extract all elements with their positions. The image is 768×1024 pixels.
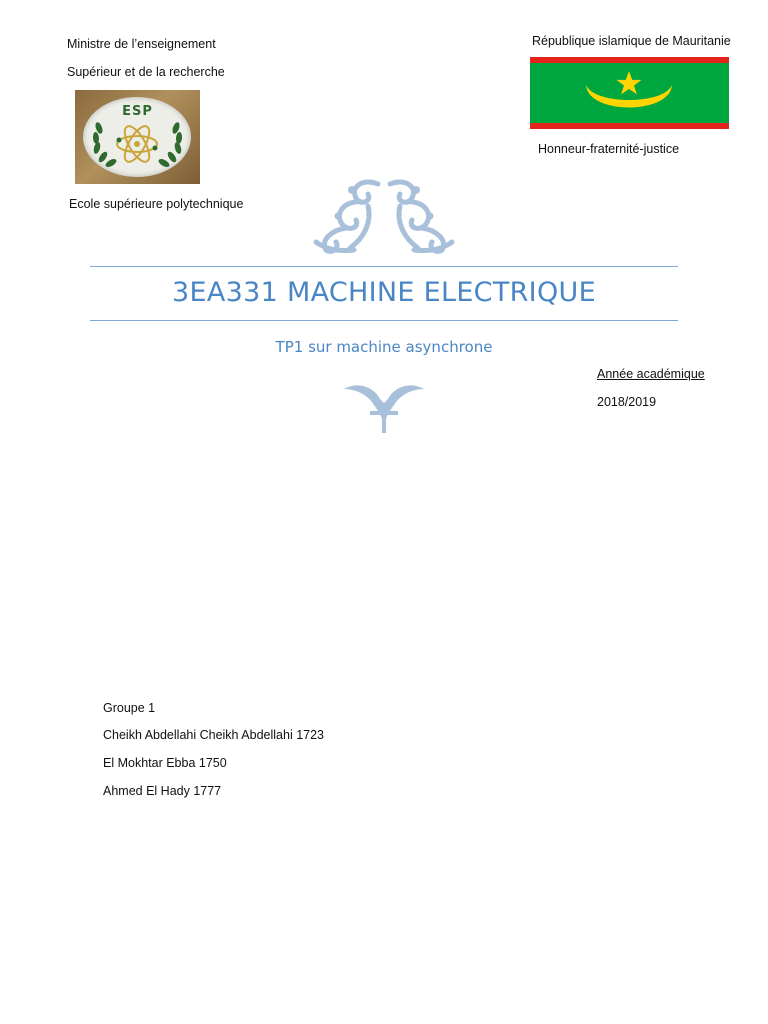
academic-year-label: Année académique <box>597 367 705 381</box>
document-title: 3EA331 MACHINE ELECTRIQUE <box>172 277 596 308</box>
member-1: Cheikh Abdellahi Cheikh Abdellahi 1723 <box>103 728 324 742</box>
ornament-fleuron-icon <box>340 381 428 440</box>
esp-logo <box>75 90 200 184</box>
national-motto: Honneur-fraternité-justice <box>538 142 680 156</box>
ministry-line-1: Ministre de l’enseignement <box>67 37 216 51</box>
member-3: Ahmed El Hady 1777 <box>103 784 222 798</box>
school-name: Ecole supérieure polytechnique <box>69 197 244 211</box>
document-subtitle: TP1 sur machine asynchrone <box>275 338 493 356</box>
republic-name: République islamique de Mauritanie <box>532 34 731 48</box>
title-rule-top <box>90 266 678 267</box>
academic-year-value: 2018/2019 <box>597 395 657 409</box>
ornament-flourish-icon <box>306 176 462 261</box>
mauritania-flag <box>530 57 729 129</box>
title-rule-bottom <box>90 320 678 321</box>
group-name: Groupe 1 <box>103 701 156 715</box>
logo-text: ESP <box>122 104 153 119</box>
ministry-line-2: Supérieur et de la recherche <box>67 65 225 79</box>
member-2: El Mokhtar Ebba 1750 <box>103 756 227 770</box>
star-icon <box>616 71 641 94</box>
